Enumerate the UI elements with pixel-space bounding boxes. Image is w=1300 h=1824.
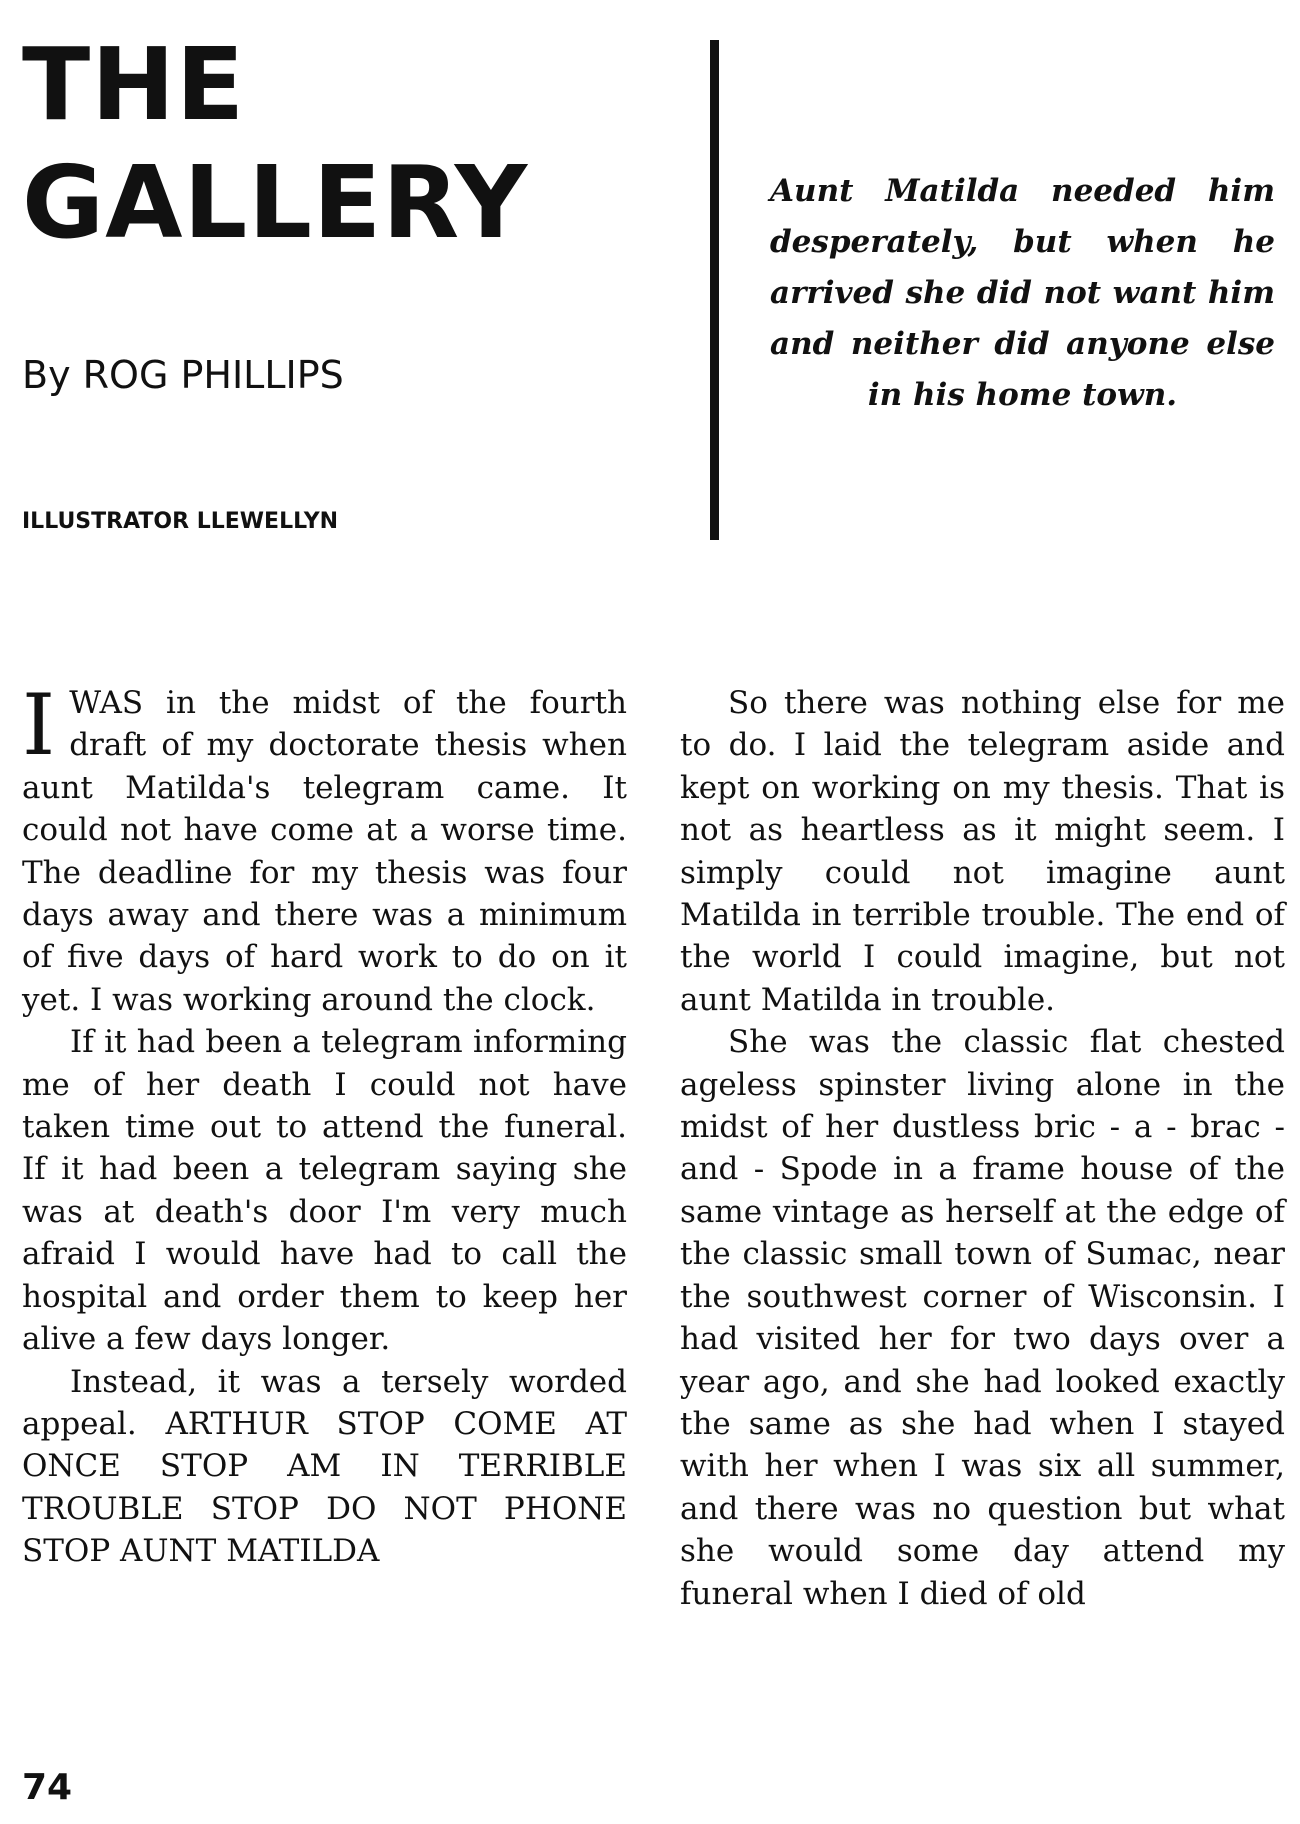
paragraph-1 xyxy=(22,676,627,1021)
paragraph-3: Instead, it was a tersely worded appeal. ARTHUR STOP COME AT ONCE STOP AM IN TERRIBLE TROUBLE STOP DO NOT PHONE STOP AUNT MATILDA xyxy=(22,1363,627,1570)
title-line-1: THE xyxy=(22,26,246,143)
author-byline: By ROG PHILLIPS xyxy=(22,353,344,397)
text-column-right xyxy=(680,682,1285,1615)
paragraph-4: So there was nothing else for me to do. I laid the telegram aside and kept on working on my thesis. That is not as heartless as it might seem. I simply could not imagine aunt Matilda in terrible trouble. The end of the world I could imagine, but not aunt Matilda in trouble. xyxy=(680,685,1285,1018)
page-number: 74 xyxy=(22,1767,73,1808)
paragraph-2: If it had been a telegram informing me of her death I could not have taken time out to attend the funeral. If it had been a telegram saying she was at death's door I'm very much afraid I would have had to call the hospital and order them to keep her alive a few days longer. xyxy=(22,1024,627,1358)
illustrator-credit: ILLUSTRATOR LLEWELLYN xyxy=(22,509,339,534)
paragraph-5: She was the classic flat chested ageless spinster living alone in the midst of her dustless bric - a - brac - and - Spode in a frame house of the same vintage as herself at the edge of the classic small town of Sumac, near the southwest corner of Wisconsin. I had visited her for two days over a year ago, and she had looked exactly the same as she had when I stayed with her when I was six all summer, and there was no question but what she would some day attend my funeral when I died of old xyxy=(680,1024,1285,1612)
story-title xyxy=(22,26,662,262)
drop-cap: I xyxy=(22,676,56,774)
title-line-2: GALLERY xyxy=(22,144,529,261)
vertical-divider xyxy=(710,40,719,540)
text-column-left xyxy=(22,676,627,1573)
paragraph-1-text: WAS in the midst of the fourth draft of my doctorate thesis when aunt Matilda's telegram came. It could not have come at a worse time. The deadline for my thesis was four days away and there was a minimum of five days of hard work to do on it yet. I was working around the clock. xyxy=(22,685,627,1018)
story-blurb: Aunt Matilda needed him desperately, but when he arrived she did not want him and neither did anyone else in his home town. xyxy=(770,173,1275,413)
